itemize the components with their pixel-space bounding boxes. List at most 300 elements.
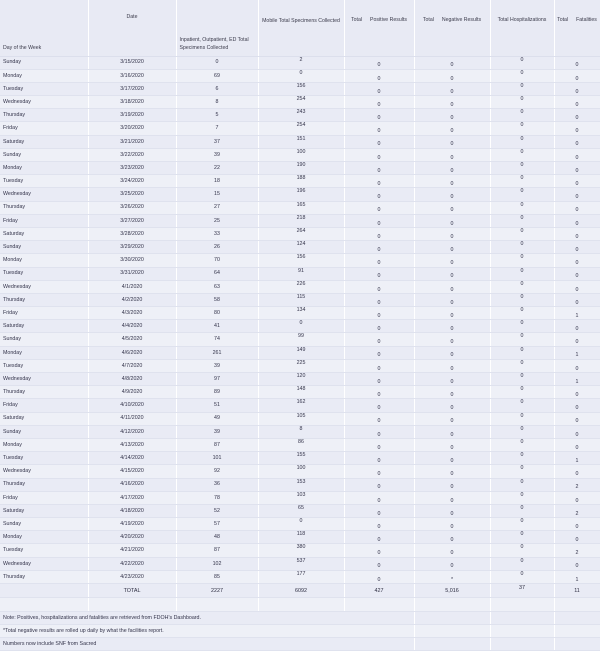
table-row	[0, 175, 600, 188]
cell-mobile-specimens: 0	[258, 518, 344, 531]
cell-positive-results: 0	[344, 412, 414, 425]
cell-hospitalizations: 0	[490, 96, 554, 109]
cell-inpatient-specimens: 70	[176, 254, 258, 267]
cell-date: 4/4/2020	[88, 320, 176, 333]
cell-inpatient-specimens: 33	[176, 227, 258, 240]
cell-mobile-specimens: 149	[258, 346, 344, 359]
cell-date: 4/6/2020	[88, 346, 176, 359]
table-row	[0, 452, 600, 465]
cell-negative-results: 0	[414, 307, 490, 320]
cell-fatalities: 0	[554, 465, 600, 478]
cell-day-of-week: Tuesday	[0, 82, 88, 95]
table-row	[0, 518, 600, 531]
spacer-cell	[88, 598, 176, 611]
cell-inpatient-specimens: 87	[176, 544, 258, 557]
cell-hospitalizations: 0	[490, 333, 554, 346]
cell-mobile-specimens: 162	[258, 399, 344, 412]
cell-day-of-week: Tuesday	[0, 544, 88, 557]
table-row	[0, 188, 600, 201]
cell-day-of-week: Monday	[0, 254, 88, 267]
cell-fatalities: 0	[554, 188, 600, 201]
cell-positive-results: 0	[344, 452, 414, 465]
table-row	[0, 82, 600, 95]
cell-negative-results: *	[414, 570, 490, 583]
table-row	[0, 412, 600, 425]
total-blank-day	[0, 584, 88, 598]
cell-inpatient-specimens: 52	[176, 504, 258, 517]
cell-hospitalizations: 0	[490, 412, 554, 425]
cell-day-of-week: Thursday	[0, 201, 88, 214]
cell-hospitalizations: 0	[490, 531, 554, 544]
table-row	[0, 293, 600, 306]
cell-day-of-week: Monday	[0, 346, 88, 359]
table-row	[0, 320, 600, 333]
cell-day-of-week: Thursday	[0, 293, 88, 306]
cell-day-of-week: Tuesday	[0, 267, 88, 280]
cell-mobile-specimens: 380	[258, 544, 344, 557]
cell-hospitalizations: 0	[490, 122, 554, 135]
cell-inpatient-specimens: 0	[176, 56, 258, 69]
column-header-day-of-week: Day of the Week	[0, 0, 88, 56]
cell-hospitalizations: 0	[490, 280, 554, 293]
cell-mobile-specimens: 0	[258, 69, 344, 82]
cell-mobile-specimens: 148	[258, 386, 344, 399]
table-row	[0, 333, 600, 346]
cell-fatalities: 0	[554, 359, 600, 372]
cell-mobile-specimens: 134	[258, 307, 344, 320]
cell-negative-results: 0	[414, 214, 490, 227]
cell-positive-results: 0	[344, 386, 414, 399]
cell-negative-results: 0	[414, 69, 490, 82]
cell-inpatient-specimens: 15	[176, 188, 258, 201]
cell-hospitalizations: 0	[490, 320, 554, 333]
total-hospitalizations: 37	[490, 584, 554, 598]
cell-hospitalizations: 0	[490, 478, 554, 491]
cell-day-of-week: Tuesday	[0, 175, 88, 188]
cell-hospitalizations: 0	[490, 135, 554, 148]
cell-positive-results: 0	[344, 227, 414, 240]
footnotes-table	[0, 598, 600, 651]
cell-mobile-specimens: 254	[258, 96, 344, 109]
table-row	[0, 135, 600, 148]
cell-mobile-specimens: 537	[258, 557, 344, 570]
cell-fatalities: 0	[554, 491, 600, 504]
table-row	[0, 504, 600, 517]
cell-negative-results: 0	[414, 491, 490, 504]
cell-inpatient-specimens: 51	[176, 399, 258, 412]
spacer-cell	[414, 598, 490, 611]
cell-date: 4/19/2020	[88, 518, 176, 531]
cell-positive-results: 0	[344, 557, 414, 570]
cell-fatalities: 0	[554, 56, 600, 69]
cell-fatalities: 0	[554, 386, 600, 399]
cell-day-of-week: Wednesday	[0, 188, 88, 201]
cell-positive-results: 0	[344, 56, 414, 69]
cell-hospitalizations: 0	[490, 148, 554, 161]
cell-positive-results: 0	[344, 346, 414, 359]
cell-hospitalizations: 0	[490, 373, 554, 386]
cell-date: 4/2/2020	[88, 293, 176, 306]
column-header-positive-results	[344, 0, 414, 56]
cell-mobile-specimens: 155	[258, 452, 344, 465]
cell-inpatient-specimens: 102	[176, 557, 258, 570]
table-row	[0, 359, 600, 372]
cell-positive-results: 0	[344, 491, 414, 504]
cell-date: 4/13/2020	[88, 438, 176, 451]
cell-date: 4/14/2020	[88, 452, 176, 465]
cell-inpatient-specimens: 37	[176, 135, 258, 148]
cell-fatalities: 2	[554, 504, 600, 517]
cell-negative-results: 0	[414, 452, 490, 465]
cell-fatalities: 0	[554, 280, 600, 293]
cell-fatalities: 0	[554, 135, 600, 148]
cell-negative-results: 0	[414, 201, 490, 214]
cell-mobile-specimens: 254	[258, 122, 344, 135]
cell-day-of-week: Sunday	[0, 148, 88, 161]
cell-negative-results: 0	[414, 320, 490, 333]
cell-fatalities: 0	[554, 122, 600, 135]
cell-negative-results: 0	[414, 399, 490, 412]
cell-inpatient-specimens: 74	[176, 333, 258, 346]
cell-fatalities: 0	[554, 241, 600, 254]
cell-mobile-specimens: 120	[258, 373, 344, 386]
cell-inpatient-specimens: 85	[176, 570, 258, 583]
cell-day-of-week: Monday	[0, 438, 88, 451]
table-row	[0, 544, 600, 557]
cell-day-of-week: Friday	[0, 307, 88, 320]
cell-mobile-specimens: 151	[258, 135, 344, 148]
cell-date: 3/23/2020	[88, 162, 176, 175]
cell-day-of-week: Thursday	[0, 109, 88, 122]
cell-hospitalizations: 0	[490, 214, 554, 227]
cell-inpatient-specimens: 27	[176, 201, 258, 214]
cell-fatalities: 0	[554, 333, 600, 346]
cell-negative-results: 0	[414, 333, 490, 346]
cell-hospitalizations: 0	[490, 452, 554, 465]
cell-inpatient-specimens: 7	[176, 122, 258, 135]
cell-inpatient-specimens: 92	[176, 465, 258, 478]
cell-date: 4/12/2020	[88, 425, 176, 438]
cell-day-of-week: Sunday	[0, 333, 88, 346]
cell-negative-results: 0	[414, 412, 490, 425]
spacer-cell	[176, 598, 258, 611]
cell-mobile-specimens: 8	[258, 425, 344, 438]
column-header-hospitalizations: Total Hospitalizations	[490, 0, 554, 56]
cell-day-of-week: Sunday	[0, 241, 88, 254]
cell-day-of-week: Saturday	[0, 412, 88, 425]
fatalities-total-word: Total	[557, 17, 569, 24]
table-row	[0, 425, 600, 438]
cell-negative-results: 0	[414, 188, 490, 201]
cell-negative-results: 0	[414, 227, 490, 240]
cell-positive-results: 0	[344, 293, 414, 306]
table-row	[0, 214, 600, 227]
cell-date: 3/22/2020	[88, 148, 176, 161]
cell-hospitalizations: 0	[490, 307, 554, 320]
cell-date: 3/17/2020	[88, 82, 176, 95]
table-row	[0, 373, 600, 386]
cell-positive-results: 0	[344, 122, 414, 135]
cell-mobile-specimens: 165	[258, 201, 344, 214]
cell-inpatient-specimens: 5	[176, 109, 258, 122]
cell-positive-results: 0	[344, 175, 414, 188]
cell-positive-results: 0	[344, 465, 414, 478]
table-row	[0, 254, 600, 267]
cell-day-of-week: Saturday	[0, 504, 88, 517]
cell-day-of-week: Sunday	[0, 56, 88, 69]
cell-positive-results: 0	[344, 320, 414, 333]
table-row	[0, 162, 600, 175]
cell-hospitalizations: 0	[490, 544, 554, 557]
cell-fatalities: 0	[554, 438, 600, 451]
cell-negative-results: 0	[414, 438, 490, 451]
cell-positive-results: 0	[344, 333, 414, 346]
cell-negative-results: 0	[414, 96, 490, 109]
cell-mobile-specimens: 105	[258, 412, 344, 425]
table-row	[0, 557, 600, 570]
cell-negative-results: 0	[414, 148, 490, 161]
cell-date: 4/16/2020	[88, 478, 176, 491]
table-row	[0, 109, 600, 122]
cell-mobile-specimens: 91	[258, 267, 344, 280]
cell-mobile-specimens: 226	[258, 280, 344, 293]
cell-date: 3/21/2020	[88, 135, 176, 148]
cell-negative-results: 0	[414, 82, 490, 95]
cell-inpatient-specimens: 101	[176, 452, 258, 465]
total-fatalities: 11	[554, 584, 600, 598]
cell-positive-results: 0	[344, 399, 414, 412]
total-positive-results: 427	[344, 584, 414, 598]
cell-fatalities: 0	[554, 518, 600, 531]
cell-inpatient-specimens: 36	[176, 478, 258, 491]
total-row	[0, 584, 600, 598]
cell-fatalities: 2	[554, 544, 600, 557]
cell-date: 3/30/2020	[88, 254, 176, 267]
spacer-cell	[554, 598, 600, 611]
cell-inpatient-specimens: 6	[176, 82, 258, 95]
cell-positive-results: 0	[344, 570, 414, 583]
cell-date: 4/8/2020	[88, 373, 176, 386]
cell-mobile-specimens: 225	[258, 359, 344, 372]
cell-hospitalizations: 0	[490, 557, 554, 570]
cell-inpatient-specimens: 97	[176, 373, 258, 386]
cell-mobile-specimens: 115	[258, 293, 344, 306]
cell-hospitalizations: 0	[490, 175, 554, 188]
cell-date: 3/31/2020	[88, 267, 176, 280]
cell-mobile-specimens: 100	[258, 148, 344, 161]
cell-inpatient-specimens: 39	[176, 425, 258, 438]
cell-date: 4/10/2020	[88, 399, 176, 412]
cell-positive-results: 0	[344, 280, 414, 293]
table-row	[0, 307, 600, 320]
spacer-cell	[414, 611, 490, 624]
cell-fatalities: 0	[554, 214, 600, 227]
cell-positive-results: 0	[344, 162, 414, 175]
cell-negative-results: 0	[414, 122, 490, 135]
cell-date: 4/17/2020	[88, 491, 176, 504]
footnote-source: Note: Positives, hospitalizations and fatalities are retrieved from FDOH's Dashboard.	[0, 611, 414, 624]
table-row	[0, 69, 600, 82]
cell-fatalities: 1	[554, 346, 600, 359]
column-header-mobile-specimens: Mobile Total Specimens Collected	[258, 0, 344, 56]
table-row	[0, 227, 600, 240]
cell-positive-results: 0	[344, 267, 414, 280]
cell-hospitalizations: 0	[490, 188, 554, 201]
cell-fatalities: 0	[554, 399, 600, 412]
positive-total-word: Total	[351, 17, 363, 24]
cell-day-of-week: Sunday	[0, 518, 88, 531]
cell-hospitalizations: 0	[490, 267, 554, 280]
cell-negative-results: 0	[414, 518, 490, 531]
column-header-date: Date	[88, 0, 176, 56]
cell-negative-results: 0	[414, 293, 490, 306]
column-header-inpatient-specimens: Inpatient, Outpatient, ED Total Specimens Collected	[176, 0, 258, 56]
cell-inpatient-specimens: 58	[176, 293, 258, 306]
cell-positive-results: 0	[344, 201, 414, 214]
positive-results-word: Positive Results	[370, 17, 407, 24]
spacer-cell	[554, 637, 600, 650]
cell-date: 4/3/2020	[88, 307, 176, 320]
cell-date: 4/23/2020	[88, 570, 176, 583]
cell-day-of-week: Wednesday	[0, 557, 88, 570]
table-row	[0, 531, 600, 544]
cell-negative-results: 0	[414, 254, 490, 267]
cell-mobile-specimens: 118	[258, 531, 344, 544]
header-row	[0, 0, 600, 56]
cell-negative-results: 0	[414, 267, 490, 280]
spacer-row	[0, 598, 600, 611]
fatalities-word: Fatalities	[576, 17, 597, 24]
cell-inpatient-specimens: 80	[176, 307, 258, 320]
cell-date: 3/24/2020	[88, 175, 176, 188]
total-negative-results: 5,016	[414, 584, 490, 598]
cell-hospitalizations: 0	[490, 399, 554, 412]
cell-negative-results: 0	[414, 465, 490, 478]
cell-positive-results: 0	[344, 241, 414, 254]
cell-date: 3/18/2020	[88, 96, 176, 109]
column-header-negative-results	[414, 0, 490, 56]
cell-day-of-week: Tuesday	[0, 452, 88, 465]
cell-positive-results: 0	[344, 307, 414, 320]
cell-fatalities: 0	[554, 82, 600, 95]
cell-hospitalizations: 0	[490, 254, 554, 267]
table-row	[0, 386, 600, 399]
cell-day-of-week: Saturday	[0, 320, 88, 333]
spacer-cell	[490, 598, 554, 611]
table-row	[0, 96, 600, 109]
cell-inpatient-specimens: 63	[176, 280, 258, 293]
cell-date: 4/1/2020	[88, 280, 176, 293]
cell-negative-results: 0	[414, 346, 490, 359]
table-row	[0, 280, 600, 293]
cell-mobile-specimens: 99	[258, 333, 344, 346]
table-row	[0, 122, 600, 135]
cell-fatalities: 0	[554, 293, 600, 306]
cell-negative-results: 0	[414, 56, 490, 69]
cell-fatalities: 0	[554, 201, 600, 214]
negative-total-word: Total	[422, 17, 434, 24]
cell-hospitalizations: 0	[490, 491, 554, 504]
cell-hospitalizations: 0	[490, 346, 554, 359]
cell-positive-results: 0	[344, 214, 414, 227]
cell-date: 3/29/2020	[88, 241, 176, 254]
cell-day-of-week: Friday	[0, 214, 88, 227]
cell-hospitalizations: 0	[490, 570, 554, 583]
cell-hospitalizations: 0	[490, 293, 554, 306]
cell-negative-results: 0	[414, 557, 490, 570]
cell-hospitalizations: 0	[490, 425, 554, 438]
cell-negative-results: 0	[414, 162, 490, 175]
total-inpatient-specimens: 2227	[176, 584, 258, 598]
cell-inpatient-specimens: 8	[176, 96, 258, 109]
cell-mobile-specimens: 156	[258, 82, 344, 95]
cell-negative-results: 0	[414, 109, 490, 122]
spacer-cell	[490, 637, 554, 650]
cell-mobile-specimens: 218	[258, 214, 344, 227]
cell-day-of-week: Sunday	[0, 425, 88, 438]
cell-day-of-week: Monday	[0, 162, 88, 175]
cell-fatalities: 0	[554, 412, 600, 425]
cell-day-of-week: Saturday	[0, 135, 88, 148]
cell-day-of-week: Wednesday	[0, 373, 88, 386]
cell-negative-results: 0	[414, 425, 490, 438]
cell-date: 3/19/2020	[88, 109, 176, 122]
cell-date: 4/7/2020	[88, 359, 176, 372]
cell-mobile-specimens: 177	[258, 570, 344, 583]
cell-day-of-week: Monday	[0, 69, 88, 82]
cell-negative-results: 0	[414, 175, 490, 188]
cell-positive-results: 0	[344, 518, 414, 531]
cell-fatalities: 0	[554, 425, 600, 438]
table-row	[0, 399, 600, 412]
cell-hospitalizations: 0	[490, 386, 554, 399]
cell-day-of-week: Thursday	[0, 478, 88, 491]
cell-day-of-week: Thursday	[0, 386, 88, 399]
cell-hospitalizations: 0	[490, 359, 554, 372]
cell-inpatient-specimens: 87	[176, 438, 258, 451]
cell-hospitalizations: 0	[490, 56, 554, 69]
table-header	[0, 0, 600, 56]
cell-mobile-specimens: 103	[258, 491, 344, 504]
cell-day-of-week: Friday	[0, 122, 88, 135]
footnote-snf-sacred: Numbers now include SNF from Sacred	[0, 637, 414, 650]
cell-positive-results: 0	[344, 478, 414, 491]
cell-day-of-week: Monday	[0, 531, 88, 544]
negative-results-word: Negative Results	[441, 17, 482, 24]
cell-day-of-week: Thursday	[0, 570, 88, 583]
cell-day-of-week: Wednesday	[0, 96, 88, 109]
spacer-cell	[0, 598, 88, 611]
cell-date: 3/26/2020	[88, 201, 176, 214]
cell-date: 4/15/2020	[88, 465, 176, 478]
cell-positive-results: 0	[344, 504, 414, 517]
total-label: TOTAL	[88, 584, 176, 598]
cell-fatalities: 0	[554, 69, 600, 82]
cell-mobile-specimens: 86	[258, 438, 344, 451]
footnotes-area	[0, 598, 600, 651]
cell-date: 3/16/2020	[88, 69, 176, 82]
cell-inpatient-specimens: 25	[176, 214, 258, 227]
cell-positive-results: 0	[344, 544, 414, 557]
cell-day-of-week: Friday	[0, 491, 88, 504]
cell-hospitalizations: 0	[490, 465, 554, 478]
cell-mobile-specimens: 100	[258, 465, 344, 478]
cell-mobile-specimens: 124	[258, 241, 344, 254]
cell-mobile-specimens: 190	[258, 162, 344, 175]
cell-mobile-specimens: 2	[258, 56, 344, 69]
cell-positive-results: 0	[344, 135, 414, 148]
table-row	[0, 438, 600, 451]
